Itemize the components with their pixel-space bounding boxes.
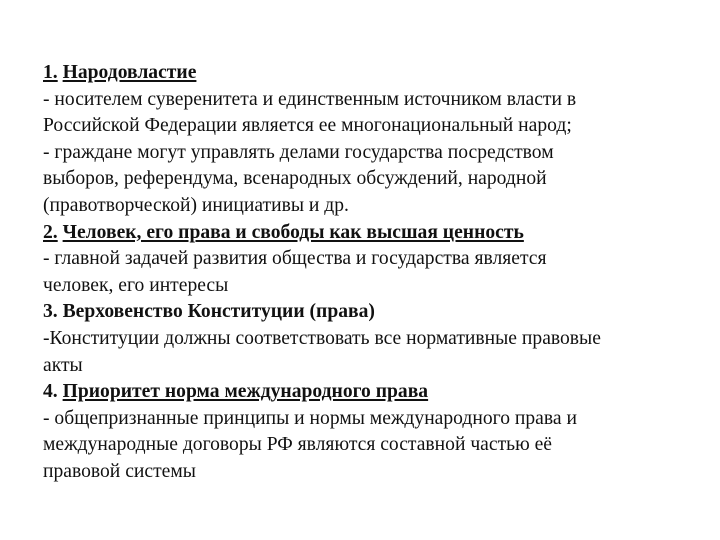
section-2-number: 2. xyxy=(43,221,58,243)
section-4-title: Приоритет норма международного права xyxy=(62,381,429,403)
section-1-heading xyxy=(43,60,693,87)
section-3-line-1: -Конституции должны соответствовать все нормативные правовые xyxy=(43,327,601,349)
section-4-line-2: международные договоры РФ являются составной частью её xyxy=(43,434,553,456)
section-1-line-2: Российской Федерации является ее многонациональный народ; xyxy=(43,115,572,137)
section-1-number: 1. xyxy=(43,62,58,83)
section-2-line-2: человек, его интересы xyxy=(43,274,229,296)
section-4-number: 4. xyxy=(43,381,58,403)
section-4-heading xyxy=(43,379,693,406)
section-3-title: Верховенство Конституции (права) xyxy=(62,301,375,323)
slide-content xyxy=(43,60,693,486)
section-1-title: Народовластие xyxy=(62,62,197,83)
section-2-heading xyxy=(43,220,693,247)
section-3-number: 3. xyxy=(43,301,58,323)
section-2-title: Человек, его права и свободы как высшая ценность xyxy=(62,221,524,243)
section-1-line-5: (правотворческой) инициативы и др. xyxy=(43,194,349,216)
section-2-line-1: - главной задачей развития общества и государства является xyxy=(43,248,547,270)
section-3-heading xyxy=(43,299,693,326)
section-3-line-2: акты xyxy=(43,354,83,376)
section-1-line-4: выборов, референдума, всенародных обсуждений, народной xyxy=(43,168,547,190)
section-4-line-3: правовой системы xyxy=(43,460,196,482)
section-1-line-3: - граждане могут управлять делами государства посредством xyxy=(43,141,554,163)
section-1-line-1: - носителем суверенитета и единственным источником власти в xyxy=(43,88,577,110)
section-4-line-1: - общепризнанные принципы и нормы международного права и xyxy=(43,407,577,429)
